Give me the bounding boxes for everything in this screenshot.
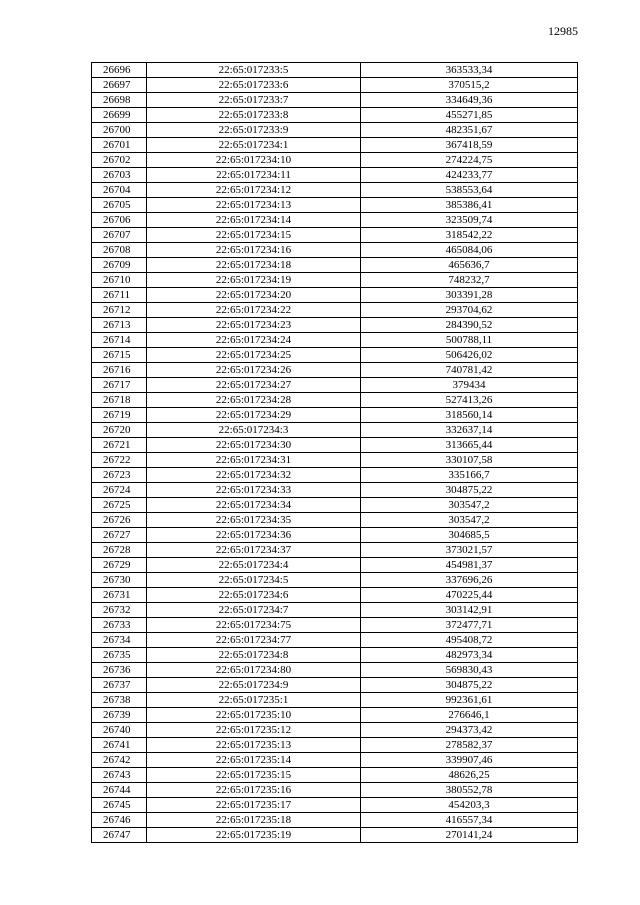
value-cell: 332637,14 [361,423,578,438]
row-number-cell: 26745 [92,798,147,813]
cadastral-number-cell: 22:65:017235:14 [147,753,361,768]
cadastral-number-cell: 22:65:017234:23 [147,318,361,333]
cadastral-number-cell: 22:65:017234:75 [147,618,361,633]
value-cell: 416557,34 [361,813,578,828]
value-cell: 454203,3 [361,798,578,813]
table-row [92,423,578,438]
table-row [92,753,578,768]
row-number-cell: 26704 [92,183,147,198]
row-number-cell: 26726 [92,513,147,528]
cadastral-number-cell: 22:65:017234:33 [147,483,361,498]
table-row [92,78,578,93]
value-cell: 303391,28 [361,288,578,303]
row-number-cell: 26747 [92,828,147,843]
value-cell: 48626,25 [361,768,578,783]
row-number-cell: 26717 [92,378,147,393]
value-cell: 370515,2 [361,78,578,93]
row-number-cell: 26709 [92,258,147,273]
cadastral-number-cell: 22:65:017234:7 [147,603,361,618]
cadastral-number-cell: 22:65:017234:10 [147,153,361,168]
table-row [92,498,578,513]
value-cell: 455271,85 [361,108,578,123]
row-number-cell: 26700 [92,123,147,138]
cadastral-number-cell: 22:65:017234:22 [147,303,361,318]
value-cell: 294373,42 [361,723,578,738]
row-number-cell: 26736 [92,663,147,678]
cadastral-number-cell: 22:65:017234:27 [147,378,361,393]
row-number-cell: 26712 [92,303,147,318]
row-number-cell: 26739 [92,708,147,723]
cadastral-number-cell: 22:65:017234:34 [147,498,361,513]
records-table [91,62,578,843]
cadastral-number-cell: 22:65:017234:18 [147,258,361,273]
value-cell: 500788,11 [361,333,578,348]
table-row [92,168,578,183]
table-row [92,123,578,138]
table-row [92,678,578,693]
row-number-cell: 26708 [92,243,147,258]
cadastral-number-cell: 22:65:017235:17 [147,798,361,813]
row-number-cell: 26702 [92,153,147,168]
cadastral-number-cell: 22:65:017234:25 [147,348,361,363]
table-row [92,258,578,273]
value-cell: 363533,34 [361,63,578,78]
table-row [92,318,578,333]
cadastral-number-cell: 22:65:017235:1 [147,693,361,708]
row-number-cell: 26701 [92,138,147,153]
cadastral-number-cell: 22:65:017235:12 [147,723,361,738]
table-row [92,63,578,78]
row-number-cell: 26734 [92,633,147,648]
row-number-cell: 26728 [92,543,147,558]
row-number-cell: 26738 [92,693,147,708]
cadastral-number-cell: 22:65:017234:31 [147,453,361,468]
table-row [92,618,578,633]
records-table-body [92,63,578,843]
row-number-cell: 26713 [92,318,147,333]
table-row [92,288,578,303]
value-cell: 335166,7 [361,468,578,483]
table-row [92,303,578,318]
value-cell: 569830,43 [361,663,578,678]
row-number-cell: 26737 [92,678,147,693]
value-cell: 740781,42 [361,363,578,378]
row-number-cell: 26716 [92,363,147,378]
table-row [92,603,578,618]
value-cell: 992361,61 [361,693,578,708]
row-number-cell: 26710 [92,273,147,288]
table-row [92,93,578,108]
row-number-cell: 26727 [92,528,147,543]
cadastral-number-cell: 22:65:017233:6 [147,78,361,93]
table-row [92,588,578,603]
table-row [92,393,578,408]
row-number-cell: 26744 [92,783,147,798]
value-cell: 318542,22 [361,228,578,243]
row-number-cell: 26696 [92,63,147,78]
row-number-cell: 26711 [92,288,147,303]
row-number-cell: 26742 [92,753,147,768]
value-cell: 465636,7 [361,258,578,273]
cadastral-number-cell: 22:65:017234:5 [147,573,361,588]
row-number-cell: 26743 [92,768,147,783]
value-cell: 506426,02 [361,348,578,363]
row-number-cell: 26741 [92,738,147,753]
row-number-cell: 26730 [92,573,147,588]
row-number-cell: 26715 [92,348,147,363]
row-number-cell: 26714 [92,333,147,348]
row-number-cell: 26705 [92,198,147,213]
table-row [92,108,578,123]
cadastral-number-cell: 22:65:017234:80 [147,663,361,678]
table-row [92,273,578,288]
cadastral-number-cell: 22:65:017234:8 [147,648,361,663]
cadastral-number-cell: 22:65:017235:18 [147,813,361,828]
page-number: 12985 [548,24,578,38]
row-number-cell: 26720 [92,423,147,438]
cadastral-number-cell: 22:65:017234:3 [147,423,361,438]
row-number-cell: 26740 [92,723,147,738]
table-row [92,378,578,393]
cadastral-number-cell: 22:65:017233:8 [147,108,361,123]
table-row [92,198,578,213]
row-number-cell: 26723 [92,468,147,483]
value-cell: 454981,37 [361,558,578,573]
cadastral-number-cell: 22:65:017234:36 [147,528,361,543]
table-row [92,348,578,363]
value-cell: 284390,52 [361,318,578,333]
value-cell: 270141,24 [361,828,578,843]
row-number-cell: 26732 [92,603,147,618]
table-row [92,783,578,798]
value-cell: 334649,36 [361,93,578,108]
value-cell: 482351,67 [361,123,578,138]
row-number-cell: 26698 [92,93,147,108]
value-cell: 278582,37 [361,738,578,753]
table-row [92,183,578,198]
table-row [92,693,578,708]
value-cell: 304685,5 [361,528,578,543]
row-number-cell: 26719 [92,408,147,423]
value-cell: 337696,26 [361,573,578,588]
cadastral-number-cell: 22:65:017235:15 [147,768,361,783]
cadastral-number-cell: 22:65:017235:13 [147,738,361,753]
cadastral-number-cell: 22:65:017234:35 [147,513,361,528]
cadastral-number-cell: 22:65:017234:29 [147,408,361,423]
cadastral-number-cell: 22:65:017234:20 [147,288,361,303]
cadastral-number-cell: 22:65:017234:9 [147,678,361,693]
row-number-cell: 26707 [92,228,147,243]
value-cell: 379434 [361,378,578,393]
table-row [92,798,578,813]
row-number-cell: 26735 [92,648,147,663]
value-cell: 303142,91 [361,603,578,618]
value-cell: 367418,59 [361,138,578,153]
row-number-cell: 26729 [92,558,147,573]
table-row [92,648,578,663]
row-number-cell: 26699 [92,108,147,123]
cadastral-number-cell: 22:65:017234:12 [147,183,361,198]
table-row [92,663,578,678]
table-row [92,558,578,573]
value-cell: 330107,58 [361,453,578,468]
row-number-cell: 26721 [92,438,147,453]
cadastral-number-cell: 22:65:017233:9 [147,123,361,138]
table-row [92,708,578,723]
table-row [92,363,578,378]
table-row [92,153,578,168]
cadastral-number-cell: 22:65:017234:11 [147,168,361,183]
cadastral-number-cell: 22:65:017234:13 [147,198,361,213]
cadastral-number-cell: 22:65:017234:37 [147,543,361,558]
value-cell: 276646,1 [361,708,578,723]
cadastral-number-cell: 22:65:017234:32 [147,468,361,483]
value-cell: 373021,57 [361,543,578,558]
value-cell: 304875,22 [361,483,578,498]
table-row [92,213,578,228]
table-row [92,483,578,498]
table-row [92,468,578,483]
cadastral-number-cell: 22:65:017234:14 [147,213,361,228]
cadastral-number-cell: 22:65:017234:24 [147,333,361,348]
row-number-cell: 26703 [92,168,147,183]
table-row [92,813,578,828]
value-cell: 318560,14 [361,408,578,423]
table-row [92,738,578,753]
value-cell: 380552,78 [361,783,578,798]
cadastral-number-cell: 22:65:017233:7 [147,93,361,108]
value-cell: 424233,77 [361,168,578,183]
value-cell: 339907,46 [361,753,578,768]
table-row [92,633,578,648]
table-row [92,573,578,588]
row-number-cell: 26746 [92,813,147,828]
value-cell: 527413,26 [361,393,578,408]
cadastral-number-cell: 22:65:017234:6 [147,588,361,603]
row-number-cell: 26706 [92,213,147,228]
value-cell: 538553,64 [361,183,578,198]
cadastral-number-cell: 22:65:017234:19 [147,273,361,288]
cadastral-number-cell: 22:65:017234:15 [147,228,361,243]
row-number-cell: 26731 [92,588,147,603]
cadastral-number-cell: 22:65:017234:4 [147,558,361,573]
cadastral-number-cell: 22:65:017234:77 [147,633,361,648]
value-cell: 303547,2 [361,498,578,513]
table-row [92,138,578,153]
table-row [92,438,578,453]
table-row [92,228,578,243]
cadastral-number-cell: 22:65:017235:10 [147,708,361,723]
table-row [92,768,578,783]
row-number-cell: 26718 [92,393,147,408]
value-cell: 303547,2 [361,513,578,528]
value-cell: 304875,22 [361,678,578,693]
row-number-cell: 26725 [92,498,147,513]
cadastral-number-cell: 22:65:017233:5 [147,63,361,78]
row-number-cell: 26733 [92,618,147,633]
table-row [92,408,578,423]
table-row [92,828,578,843]
value-cell: 385386,41 [361,198,578,213]
cadastral-number-cell: 22:65:017235:16 [147,783,361,798]
value-cell: 470225,44 [361,588,578,603]
cadastral-number-cell: 22:65:017234:30 [147,438,361,453]
value-cell: 495408,72 [361,633,578,648]
value-cell: 274224,75 [361,153,578,168]
table-row [92,453,578,468]
row-number-cell: 26724 [92,483,147,498]
value-cell: 313665,44 [361,438,578,453]
table-row [92,723,578,738]
table-row [92,513,578,528]
cadastral-number-cell: 22:65:017234:1 [147,138,361,153]
value-cell: 323509,74 [361,213,578,228]
cadastral-number-cell: 22:65:017234:28 [147,393,361,408]
table-row [92,243,578,258]
cadastral-number-cell: 22:65:017235:19 [147,828,361,843]
cadastral-number-cell: 22:65:017234:26 [147,363,361,378]
value-cell: 465084,06 [361,243,578,258]
cadastral-number-cell: 22:65:017234:16 [147,243,361,258]
value-cell: 748232,7 [361,273,578,288]
value-cell: 372477,71 [361,618,578,633]
value-cell: 293704,62 [361,303,578,318]
table-row [92,333,578,348]
value-cell: 482973,34 [361,648,578,663]
table-row [92,528,578,543]
table-row [92,543,578,558]
row-number-cell: 26722 [92,453,147,468]
row-number-cell: 26697 [92,78,147,93]
